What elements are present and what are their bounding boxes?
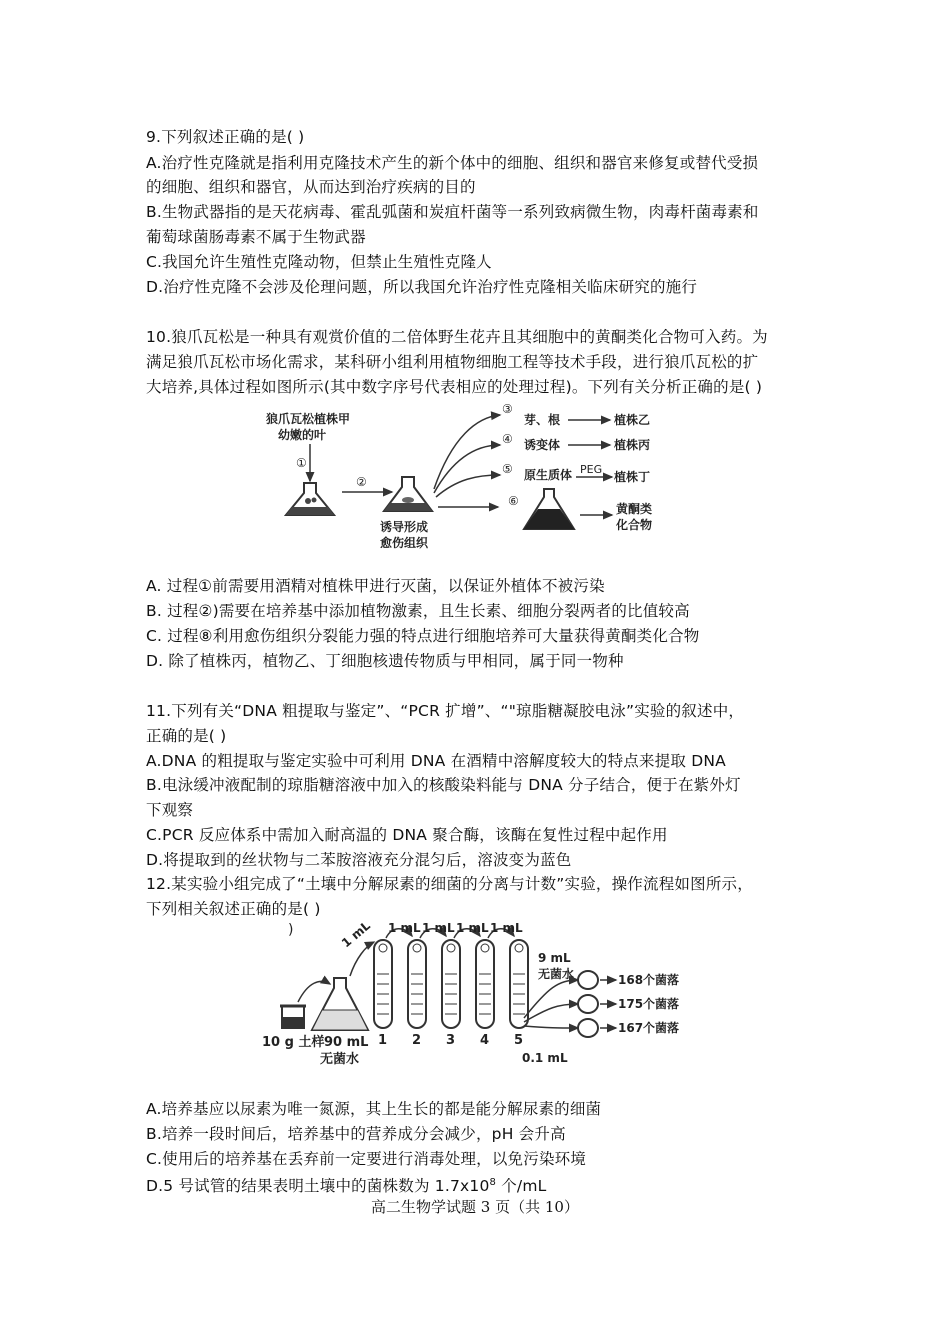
q10-stem-line1: 10.狼爪瓦松是一种具有观赏价值的二倍体野生花卉且其细胞中的黄酮类化合物可入药。为	[146, 328, 768, 346]
q11-option-d: D.将提取到的丝状物与二苯胺溶液充分混匀后，溶波变为蓝色	[146, 851, 572, 869]
q12-vol01-label: 0.1 mL	[522, 1051, 568, 1065]
q11-option-c: C.PCR 反应体系中需加入耐高温的 DNA 聚合酶，该酶在复性过程中起作用	[146, 826, 668, 844]
q10-plant-label-1: 狼爪瓦松植株甲	[266, 412, 351, 426]
q10-option-b: B. 过程②)需要在培养基中添加植物激素，且生长素、细胞分裂两者的比值较高	[146, 602, 690, 620]
q12-tube-5: 5	[514, 1033, 524, 1048]
q10-stem-line3: 大培养,具体过程如图所示(其中数字序号代表相应的处理过程)。下列有关分析正确的是( )	[146, 378, 763, 396]
q12-ml-a: 1 mL	[388, 921, 421, 935]
q12-stray-paren: )	[288, 922, 294, 938]
q12-tube-3: 3	[446, 1033, 456, 1048]
q10-row4-end: 植株丙	[614, 438, 651, 452]
beaker-icon	[280, 1006, 306, 1028]
q12-tube-2: 2	[412, 1033, 422, 1048]
q11-stem-line1: 11.下列有关“DNA 粗提取与鉴定”、“PCR 扩增”、“"琼脂糖凝胶电泳”实验的叙述中，	[146, 702, 745, 720]
q10-stem-line2: 满足狼爪瓦松市场化需求，某科研小组利用植物细胞工程等技术手段，进行狼爪瓦松的扩	[146, 353, 759, 371]
q12-option-d	[146, 1171, 546, 1198]
flask-icon-1	[286, 483, 334, 515]
page-footer: 高二生物学试题 3 页（共 10）	[371, 1198, 579, 1216]
q10-step5-label: ⑤	[502, 462, 513, 476]
q10-step1-label: ①	[296, 456, 307, 470]
q12-tube-4: 4	[480, 1033, 490, 1048]
q12-sterile-water-a: 无菌水	[320, 1052, 360, 1067]
flask-icon-dilution	[312, 978, 368, 1030]
q10-step2-label: ②	[356, 475, 367, 489]
q12-tube-1: 1	[378, 1033, 388, 1048]
q10-row6-end-1: 黄酮类	[616, 502, 653, 516]
q9-option-b-line1: B.生物武器指的是天花病毒、霍乱弧菌和炭疽杆菌等一系列致病微生物，肉毒杆菌毒素和	[146, 203, 759, 221]
q12-stem-line1: 12.某实验小组完成了“土壤中分解尿素的细菌的分离与计数”实验，操作流程如图所示，	[146, 875, 753, 893]
q12-plate3-count: 167个菌落	[618, 1021, 680, 1035]
q12-option-a: A.培养基应以尿素为唯一氮源，其上生长的都是能分解尿素的细菌	[146, 1100, 602, 1118]
q10-callus-label-1: 诱导形成	[380, 520, 429, 534]
q12-sterile-water-b: 无菌水	[538, 967, 575, 981]
q12-plate2-count: 175个菌落	[618, 997, 680, 1011]
q11-option-b-line1: B.电泳缓冲液配制的琼脂糖溶液中加入的核酸染料能与 DNA 分子结合，便于在紫外灯	[146, 776, 741, 794]
q10-row5-peg: PEG	[580, 463, 603, 476]
q12-soil-label: 10 g 土样	[262, 1035, 325, 1050]
q12-ml-c: 1 mL	[456, 921, 489, 935]
q12-option-b: B.培养一段时间后，培养基中的营养成分会减少，pH 会升高	[146, 1125, 566, 1143]
q10-row6-end-2: 化合物	[616, 518, 653, 532]
q10-step6-label: ⑥	[508, 494, 519, 508]
q9-option-d: D.治疗性克隆不会涉及伦理问题，所以我国允许治疗性克隆相关临床研究的施行	[146, 278, 698, 296]
q10-option-c: C. 过程⑧利用愈伤组织分裂能力强的特点进行细胞培养可大量获得黄酮类化合物	[146, 627, 700, 645]
q12-ml-d: 1 mL	[490, 921, 523, 935]
q10-figure-plant-culture	[262, 397, 672, 557]
flask-icon-3	[524, 489, 574, 529]
q12-water90-label: 90 mL	[324, 1035, 369, 1050]
q12-water9-label: 9 mL	[538, 951, 571, 965]
q11-option-b-line2: 下观察	[146, 801, 194, 819]
test-tube-icons	[374, 940, 528, 1028]
q12-option-d-text: D.5 号试管的结果表明土壤中的菌株数为 1.7x10	[146, 1177, 490, 1196]
q12-ml-b: 1 mL	[422, 921, 455, 935]
q9-option-c: C.我国允许生殖性克隆动物，但禁止生殖性克隆人	[146, 253, 492, 271]
q12-ml-first: 1 mL	[338, 918, 373, 951]
q9-option-b-line2: 葡萄球菌肠毒素不属于生物武器	[146, 228, 366, 246]
q10-callus-label-2: 愈伤组织	[380, 536, 429, 550]
q12-option-c: C.使用后的培养基在丢弃前一定要进行消毒处理，以免污染环境	[146, 1150, 587, 1168]
q10-option-a: A. 过程①前需要用酒精对植株甲进行灭菌，以保证外植体不被污染	[146, 577, 605, 595]
q9-option-a-line2: 的细胞、组织和器官，从而达到治疗疾病的目的	[146, 178, 476, 196]
petri-dish-icons	[578, 971, 598, 1037]
q10-row5-end: 植株丁	[614, 470, 651, 484]
q9-stem: 9.下列叙述正确的是( )	[146, 128, 305, 146]
q10-row3-end: 植株乙	[614, 413, 651, 427]
q10-row3-mid: 芽、根	[524, 413, 561, 427]
q12-figure-dilution	[258, 918, 698, 1088]
q12-option-d-exponent: 8	[489, 1177, 497, 1188]
q11-stem-line2: 正确的是( )	[146, 727, 227, 745]
q11-option-a: A.DNA 的粗提取与鉴定实验中可利用 DNA 在酒精中溶解度较大的特点来提取 DNA	[146, 752, 726, 770]
q9-option-a-line1: A.治疗性克隆就是指利用克隆技术产生的新个体中的细胞、组织和器官来修复或替代受损	[146, 154, 759, 172]
q12-option-d-unit: 个/mL	[496, 1177, 547, 1196]
q10-plant-label-2: 幼嫩的叶	[278, 428, 327, 442]
q10-option-d: D. 除了植株丙，植物乙、丁细胞核遗传物质与甲相同，属于同一物种	[146, 652, 624, 670]
q10-row5-mid: 原生质体	[524, 468, 573, 482]
q10-row4-mid: 诱变体	[524, 438, 561, 452]
q12-plate1-count: 168个菌落	[618, 973, 680, 987]
q10-step3-label: ③	[502, 402, 513, 416]
q10-step4-label: ④	[502, 432, 513, 446]
q12-stem-line2: 下列相关叙述正确的是( )	[146, 900, 321, 918]
flask-icon-2	[384, 477, 432, 511]
